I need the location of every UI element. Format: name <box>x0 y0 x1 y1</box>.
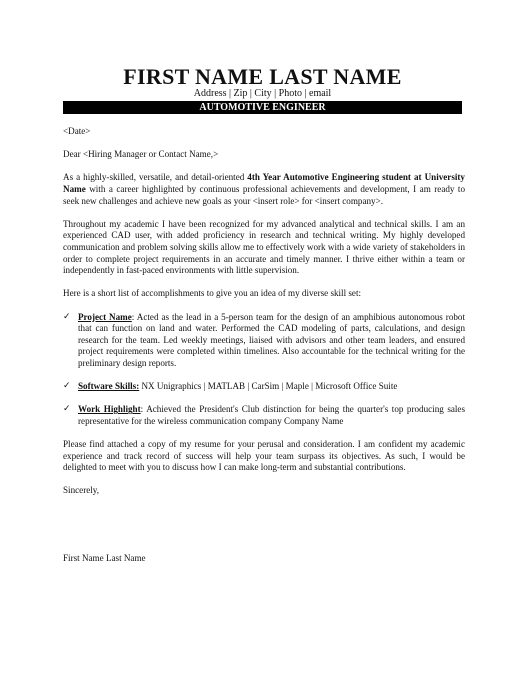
accomplishment-item <box>63 404 465 427</box>
accomplishment-item <box>63 312 465 370</box>
opening-text-c: with a career highlighted by continuous professional achievements and development, I am ready to seek new challenges and achieve new goals as your <insert role> for <insert company>. <box>63 183 465 206</box>
checkmark-icon: ✓ <box>63 404 71 415</box>
accomplishment-item <box>63 381 465 393</box>
checkmark-icon: ✓ <box>63 381 71 392</box>
letter-greeting: Dear <Hiring Manager or Contact Name,> <box>63 149 219 160</box>
accomplishment-label: Software Skills: <box>78 381 140 392</box>
accomplishment-label: Project Name <box>78 311 132 322</box>
skills-paragraph: Throughout my academic I have been recognized for my advanced analytical and technical skills. I am an experienced CAD user, with added proficiency in research and technical writing. My highly developed communication and problem solving skills allow me to effectively work with a wide variety of stakeholders in order to complete project requirements in an accurate and timely manner. I thrive either within a team or independently in fast-paced environments with little supervision. <box>63 218 465 276</box>
accomplishment-text: : Acted as the lead in a 5-person team for the design of an amphibious autonomous robot that can function on land and water. Performed the CAD modeling of parts, calculations, and design research for the team. Led weekly meetings, liaised with advisors and other team leaders, and ensured project requirements were completed within timelines. Also accountable for the technical writing for the preliminary design reports. <box>78 311 465 368</box>
contact-line: Address | Zip | City | Photo | email <box>193 88 332 99</box>
job-title-banner: AUTOMOTIVE ENGINEER <box>63 101 462 114</box>
accomplishments-intro: Here is a short list of accomplishments to give you an idea of my diverse skill set: <box>63 288 362 299</box>
opening-text-a: As a highly-skilled, versatile, and detail-oriented <box>63 172 248 183</box>
opening-highlight: 4th Year Automotive Engineering student at University Name <box>63 172 465 194</box>
accomplishment-text: NX Unigraphics | MATLAB | CarSim | Maple | Microsoft Office Suite <box>139 381 398 392</box>
accomplishment-text: : Achieved the President's Club distinction for being the quarter's top producing sales representative for the wireless communication company Company Name <box>78 404 466 426</box>
applicant-name: FIRST NAME LAST NAME <box>123 64 402 89</box>
letter-date: <Date> <box>63 126 91 136</box>
accomplishment-label: Work Highlight <box>78 404 141 415</box>
letter-closing: Sincerely, <box>63 485 100 496</box>
closing-paragraph: Please find attached a copy of my resume for your perusal and consideration. I am confident my academic experience and track record of success will help your team surpass its objectives. As such, I would be delighted to meet with you to discuss how I can make long-term and substantial contributions. <box>63 439 465 473</box>
letter-body <box>63 126 465 497</box>
signature-name: First Name Last Name <box>63 553 146 563</box>
checkmark-icon: ✓ <box>63 311 71 322</box>
opening-paragraph <box>63 172 465 207</box>
